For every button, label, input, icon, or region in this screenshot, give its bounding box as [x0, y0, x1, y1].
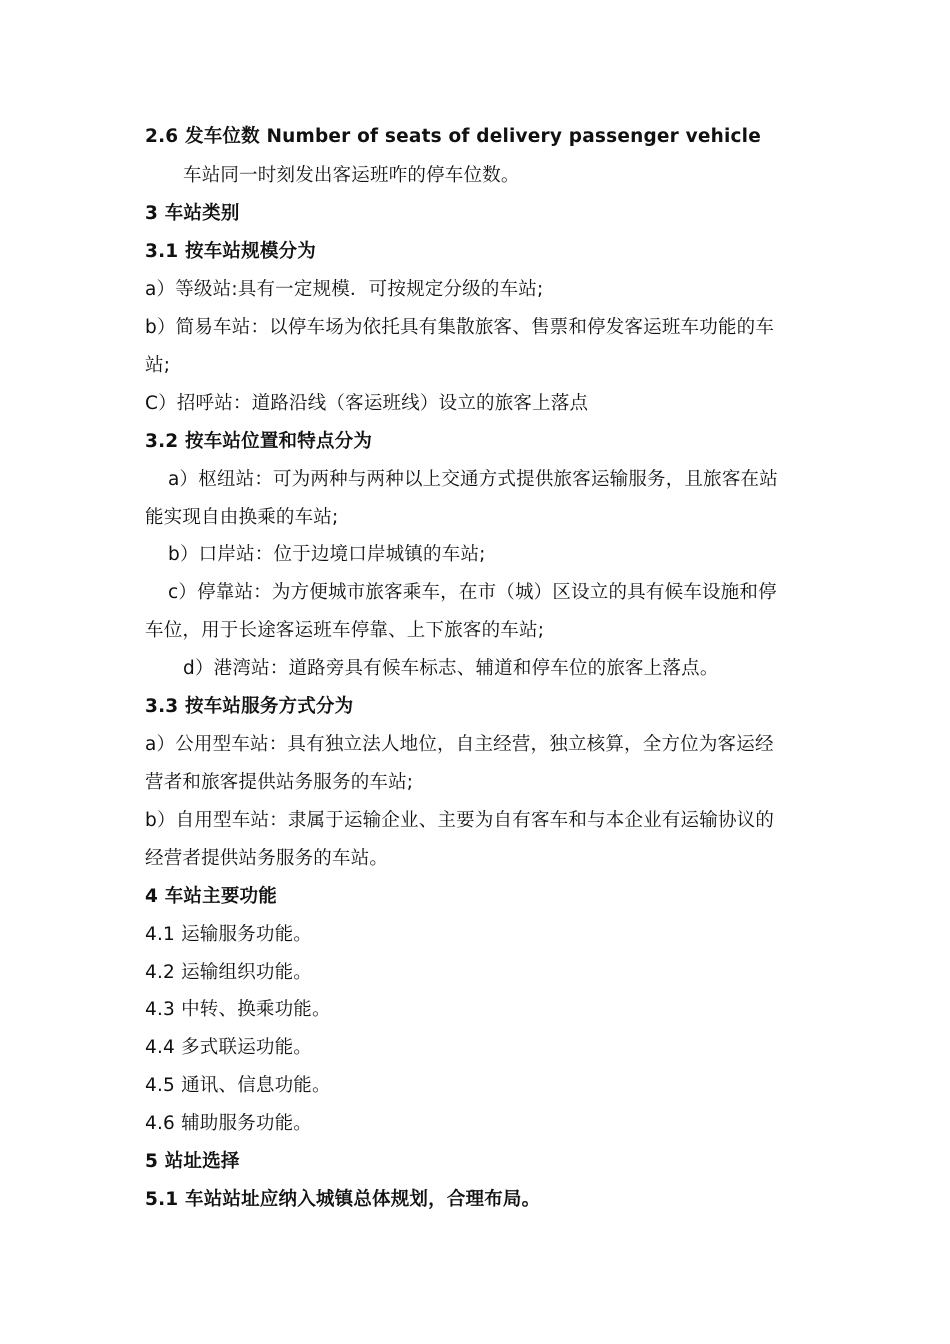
paragraph-line: b）自用型车站：隶属于运输企业、主要为自有客车和与本企业有运输协议的	[145, 810, 775, 831]
heading-5: 5 站址选择	[145, 1151, 240, 1172]
paragraph-line: d）港湾站：道路旁具有候车标志、辅道和停车位的旅客上落点。	[183, 658, 719, 679]
list-item: 4.1 运输服务功能。	[145, 924, 313, 945]
paragraph-line: 营者和旅客提供站务服务的车站;	[145, 772, 414, 793]
heading-3: 3 车站类别	[145, 203, 240, 224]
paragraph-line: C）招呼站：道路沿线（客运班线）设立的旅客上落点	[145, 393, 589, 414]
list-item: 4.2 运输组织功能。	[145, 962, 313, 983]
paragraph-line: b）简易车站：以停车场为依托具有集散旅客、售票和停发客运班车功能的车	[145, 317, 775, 338]
paragraph-line: 车站同一时刻发出客运班咋的停车位数。	[183, 165, 520, 186]
heading-4: 4 车站主要功能	[145, 886, 277, 907]
paragraph-line: a）等级站:具有一定规模．可按规定分级的车站;	[145, 279, 544, 300]
paragraph-line: 站;	[145, 355, 171, 376]
list-item: 4.6 辅助服务功能。	[145, 1113, 313, 1134]
heading-3-2: 3.2 按车站位置和特点分为	[145, 431, 373, 452]
list-item: 4.4 多式联运功能。	[145, 1037, 313, 1058]
paragraph-line: b）口岸站：位于边境口岸城镇的车站;	[168, 544, 486, 565]
heading-3-3: 3.3 按车站服务方式分为	[145, 696, 354, 717]
paragraph-line: 经营者提供站务服务的车站。	[145, 848, 389, 869]
heading-2-6: 2.6 发车位数 Number of seats of delivery passenger vehicle	[145, 126, 761, 147]
paragraph-line: 车位，用于长途客运班车停靠、上下旅客的车站;	[145, 620, 545, 641]
paragraph-line: a）枢纽站：可为两种与两种以上交通方式提供旅客运输服务，且旅客在站	[168, 469, 778, 490]
paragraph-line: c）停靠站：为方便城市旅客乘车，在市（城）区设立的具有候车设施和停	[168, 582, 777, 603]
paragraph-line: 能实现自由换乘的车站;	[145, 507, 339, 528]
list-item: 4.5 通讯、信息功能。	[145, 1075, 331, 1096]
list-item: 4.3 中转、换乘功能。	[145, 999, 331, 1020]
paragraph-line: a）公用型车站：具有独立法人地位，自主经营，独立核算，全方位为客运经	[145, 734, 774, 755]
heading-5-1: 5.1 车站站址应纳入城镇总体规划，合理布局。	[145, 1189, 541, 1210]
heading-3-1: 3.1 按车站规模分为	[145, 241, 316, 262]
